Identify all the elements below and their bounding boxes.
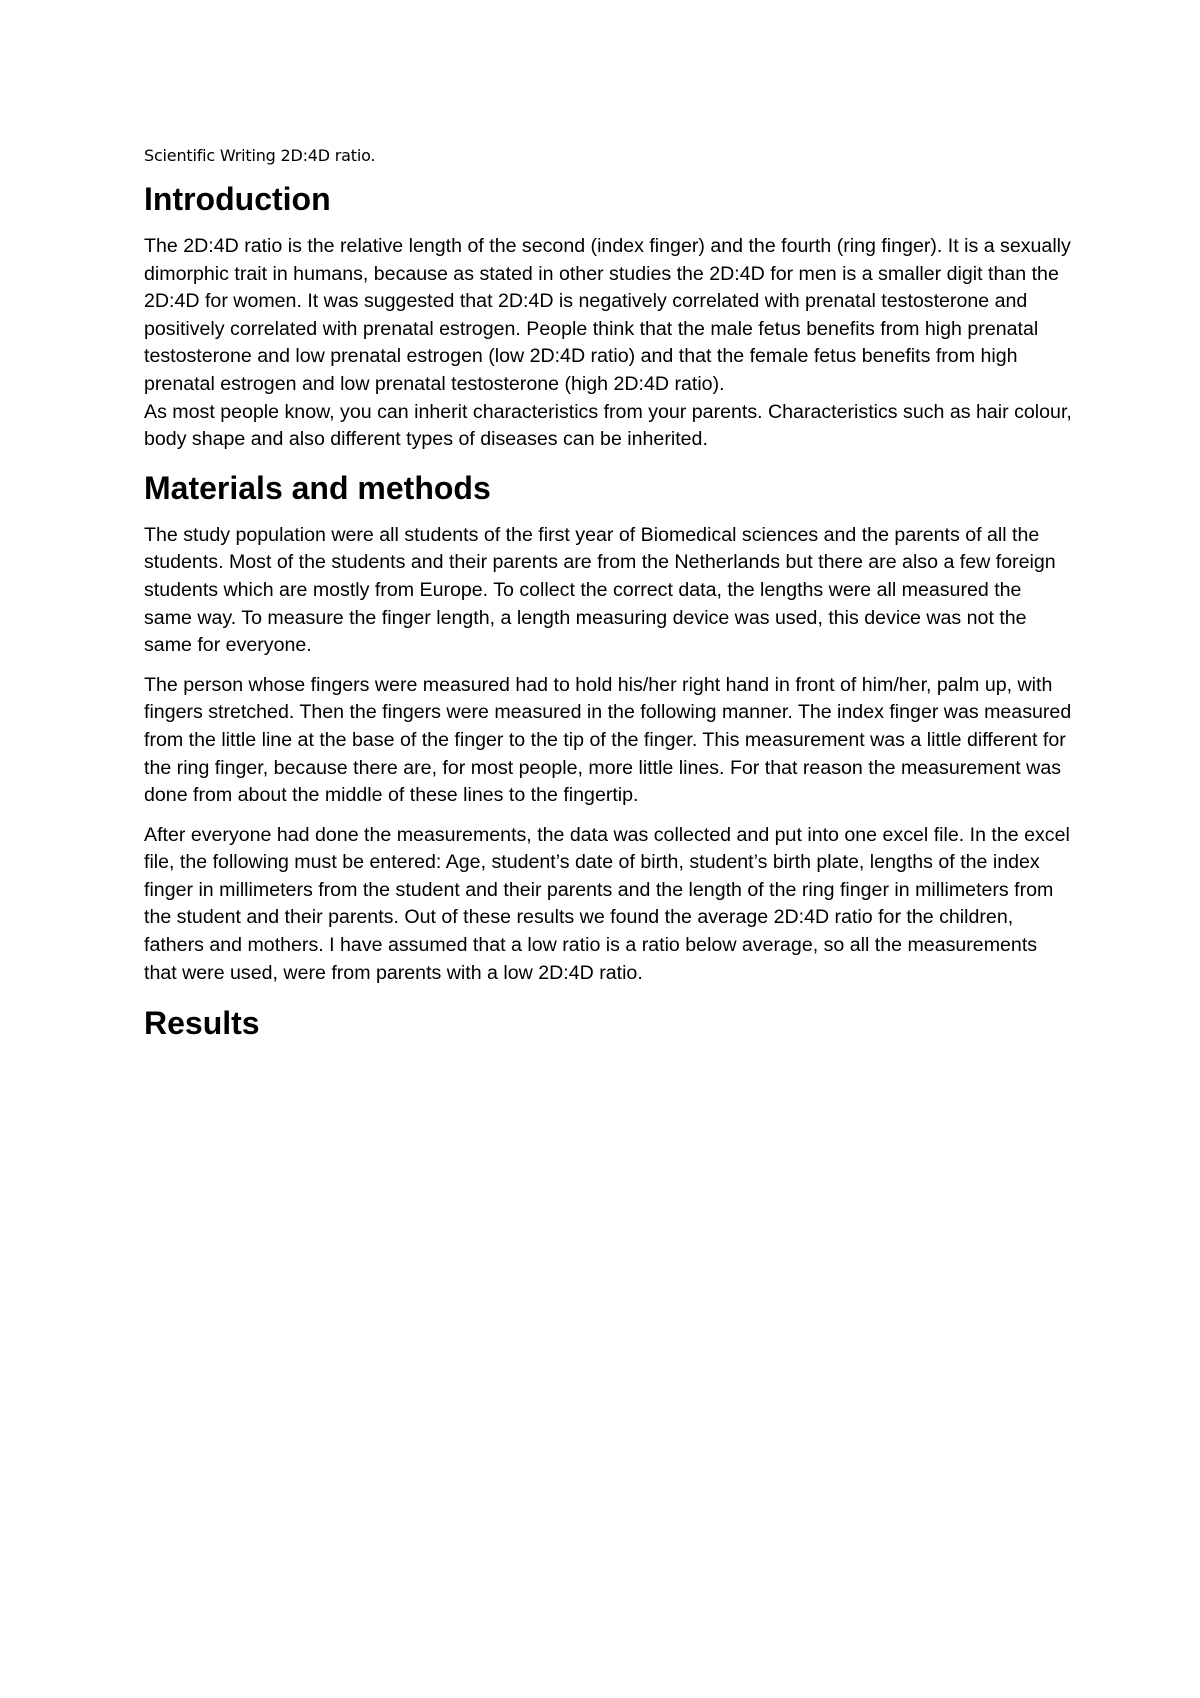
materials-methods-heading: Materials and methods	[144, 469, 491, 506]
materials-methods-paragraph: The person whose fingers were measured had to hold his/her right hand in front of him/her, palm up, with fingers stretched. Then the fingers were measured in the following manner. The index finger was measured from the little line at the base of the finger to the tip of the finger. This measurement was a little different for the ring finger, because there are, for most people, more little lines. For that reason the measurement was done from about the middle of these lines to the fingertip.	[144, 673, 1072, 807]
introduction-heading: Introduction	[144, 181, 331, 217]
materials-methods-paragraph: After everyone had done the measurements, the data was collected and put into one excel file. In the excel file, the following must be entered: Age, student’s date of birth, student’s birth plate, lengths of the index finger in millimeters from the student and their parents and the length of the ring finger in millimeters from the student and their parents. Out of these results we found the average 2D:4D ratio for the children, fathers and mothers. I have assumed that a low ratio is a ratio below average, so all the measurements that were used, were from parents with a low 2D:4D ratio.	[144, 823, 1070, 984]
document-title: Scientific Writing 2D:4D ratio.	[144, 146, 376, 165]
document-body	[144, 146, 1074, 1041]
results-heading: Results	[144, 1005, 260, 1042]
introduction-paragraph: As most people know, you can inherit characteristics from your parents. Characteristics such as hair colour, body shape and also different types of diseases can be inherited.	[144, 400, 1072, 451]
materials-methods-paragraph: The study population were all students of the first year of Biomedical sciences and the parents of all the students. Most of the students and their parents are from the Netherlands but there are also a few foreign students which are mostly from Europe. To collect the correct data, the lengths were all measured the same way. To measure the finger length, a length measuring device was used, this device was not the same for everyone.	[144, 523, 1056, 657]
introduction-paragraph: The 2D:4D ratio is the relative length of the second (index finger) and the fourth (ring finger). It is a sexually dimorphic trait in humans, because as stated in other studies the 2D:4D for men is a smaller digit than the 2D:4D for women. It was suggested that 2D:4D is negatively correlated with prenatal testosterone and positively correlated with prenatal estrogen. People think that the male fetus benefits from high prenatal testosterone and low prenatal estrogen (low 2D:4D ratio) and that the female fetus benefits from high prenatal estrogen and low prenatal testosterone (high 2D:4D ratio).	[144, 235, 1071, 395]
